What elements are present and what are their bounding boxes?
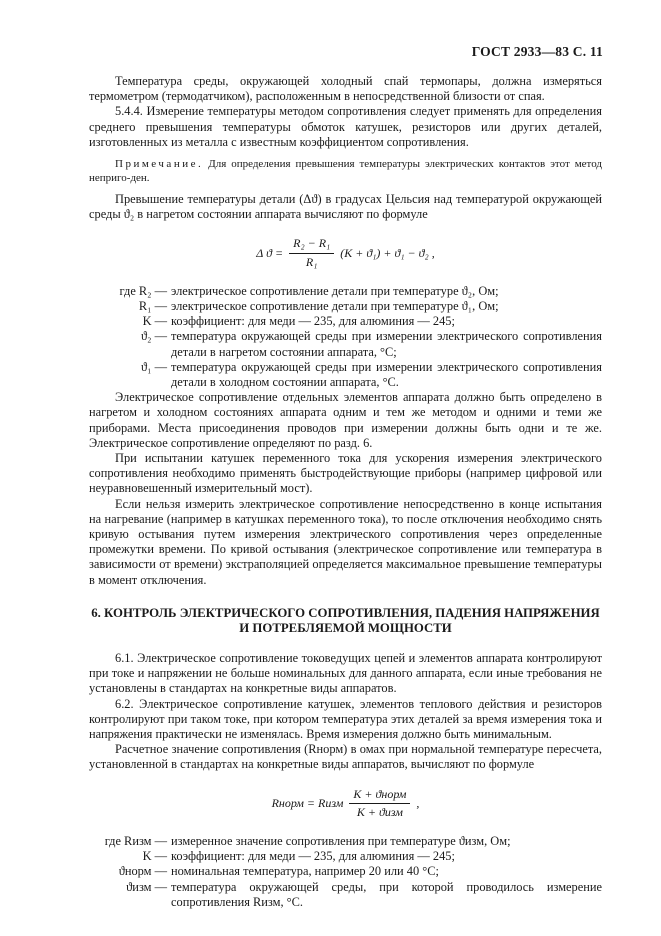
definition-item bbox=[89, 314, 602, 329]
definition-item bbox=[89, 834, 602, 849]
definition-text: коэффициент: для меди — 235, для алюминия — 245; bbox=[171, 849, 455, 864]
formula-temperature-rise bbox=[89, 236, 602, 269]
definition-text: электрическое сопротивление детали при температуре ϑ₂, Ом; bbox=[171, 283, 499, 298]
definition-item bbox=[89, 360, 602, 390]
section-heading-6 bbox=[89, 606, 602, 637]
definition-item bbox=[89, 329, 602, 359]
heading-line-1: 6. КОНТРОЛЬ ЭЛЕКТРИЧЕСКОГО СОПРОТИВЛЕНИЯ, ПАДЕНИЯ НАПРЯЖЕНИЯ bbox=[91, 605, 600, 620]
definitions-list-2 bbox=[89, 834, 602, 910]
definition-item bbox=[89, 880, 602, 910]
note-text: Для определения превышения температуры электрических контактов этот метод неприго-ден. bbox=[89, 158, 603, 185]
definition-text: коэффициент: для меди — 235, для алюминия — 245; bbox=[171, 314, 455, 329]
paragraph-cooling-curve: Если нельзя измерить электрическое сопротивление непосредственно в конце испытания на нагревание (например в катушках переменного тока), то после отключения необходимо снять кривую остывания путем измерения электрического сопротивления через определенные промежутки времени. По кривой остывания (электрическое сопротивление или температура в зависимости от времени) экстраполяцией определяется максимальное превышение температуры в момент отключения. bbox=[89, 496, 602, 587]
heading-line-2: И ПОТРЕБЛЯЕМОЙ МОЩНОСТИ bbox=[239, 621, 452, 636]
formula1-lhs: Δ ϑ = bbox=[256, 245, 284, 260]
paragraph-6-1: 6.1. Электрическое сопротивление токоведущих цепей и элементов аппарата контролируют при токе и напряжении не больше номинальных для данного аппарата, если иные требования не установлены в стандартах на конкретные виды аппаратов. bbox=[89, 650, 602, 696]
definition-symbol: где Rизм — bbox=[104, 833, 167, 848]
definition-symbol: K — bbox=[142, 849, 167, 864]
formula2-lhs: Rнорм = Rизм bbox=[271, 795, 344, 810]
formula2-fraction bbox=[347, 787, 412, 820]
definition-symbol: где R₂ — bbox=[119, 283, 167, 298]
formula1-denominator: R₁ bbox=[305, 254, 318, 269]
definition-symbol: ϑизм — bbox=[126, 879, 167, 894]
definition-text: температура окружающей среды, при которой проводилось измерение сопротивления Rизм, °С. bbox=[171, 879, 602, 909]
formula2-end: , bbox=[416, 795, 420, 810]
definition-symbol: R₁ — bbox=[138, 299, 167, 314]
paragraph-ac-coils: При испытании катушек переменного тока для ускорения измерения электрического сопротивления необходимо применять быстродействующие приборы (например цифровой или неуравновешенный измерительный мост). bbox=[89, 451, 602, 496]
paragraph-cold-junction: Температура среды, окружающей холодный спай термопары, должна измеряться термометром (термодатчиком), расположенным в непосредственной близости от спая. bbox=[89, 74, 602, 104]
formula1-numerator: R₂ − R₁ bbox=[289, 236, 334, 253]
formula1-rest: (K + ϑ₁) + ϑ₁ − ϑ₂ , bbox=[340, 245, 435, 260]
definition-text: температура окружающей среды при измерении электрического сопротивления детали в холодном состоянии аппарата, °С. bbox=[171, 359, 602, 390]
page-header: ГОСТ 2933—83 С. 11 bbox=[471, 44, 603, 59]
definition-item bbox=[89, 299, 602, 314]
formula2-numerator: K + ϑнорм bbox=[349, 787, 410, 804]
formula-rated-resistance bbox=[89, 787, 602, 820]
note bbox=[89, 157, 602, 185]
definition-text: электрическое сопротивление детали при температуре ϑ₁, Ом; bbox=[171, 299, 499, 314]
definition-symbol: ϑнорм — bbox=[118, 864, 167, 879]
definition-text: температура окружающей среды при измерении электрического сопротивления детали в нагретом состоянии аппарата, °С; bbox=[171, 329, 602, 359]
note-label: Примечание. bbox=[115, 158, 204, 171]
definition-item bbox=[89, 849, 602, 864]
page-content bbox=[89, 74, 602, 910]
definition-symbol: ϑ₂ — bbox=[141, 329, 167, 344]
definition-item bbox=[89, 284, 602, 299]
formula2-denominator: K + ϑизм bbox=[356, 804, 403, 819]
paragraph-5-4-4: 5.4.4. Измерение температуры методом сопротивления следует применять для определения среднего превышения температуры обмоток катушек, резисторов или других деталей, изготовленных из металла с известным коэффициентом сопротивления. bbox=[89, 104, 602, 149]
paragraph-same-method: Электрическое сопротивление отдельных элементов аппарата должно быть определено в нагретом и холодном состояниях аппарата одним и тем же методом и одними и теми же приборами. Места присоединения проводов при измерении должны быть одни и те же. Электрическое сопротивление определяют по разд. 6. bbox=[89, 390, 602, 450]
paragraph-rated-resistance: Расчетное значение сопротивления (Rнорм) в омах при нормальной температуре пересчета, установленной в стандартах на конкретные виды аппаратов, вычисляют по формуле bbox=[89, 742, 602, 772]
definition-item bbox=[89, 864, 602, 879]
definition-symbol: ϑ₁ — bbox=[141, 359, 167, 374]
definition-text: номинальная температура, например 20 или 40 °С; bbox=[171, 864, 439, 879]
definition-text: измеренное значение сопротивления при температуре ϑизм, Ом; bbox=[171, 833, 511, 848]
paragraph-temperature-rise: Превышение температуры детали (Δϑ) в градусах Цельсия над температурой окружающей среды ϑ₂ в нагретом состоянии аппарата вычисляют по формуле bbox=[89, 192, 602, 222]
definitions-list-1 bbox=[89, 284, 602, 390]
definition-symbol: K — bbox=[142, 314, 167, 329]
paragraph-6-2: 6.2. Электрическое сопротивление катушек, элементов теплового действия и резисторов контролируют при таком токе, при котором температура этих деталей за время измерения тока и напряжения практически не изменялась. Время измерения должно быть минимальным. bbox=[89, 696, 602, 741]
formula1-fraction bbox=[287, 236, 336, 269]
